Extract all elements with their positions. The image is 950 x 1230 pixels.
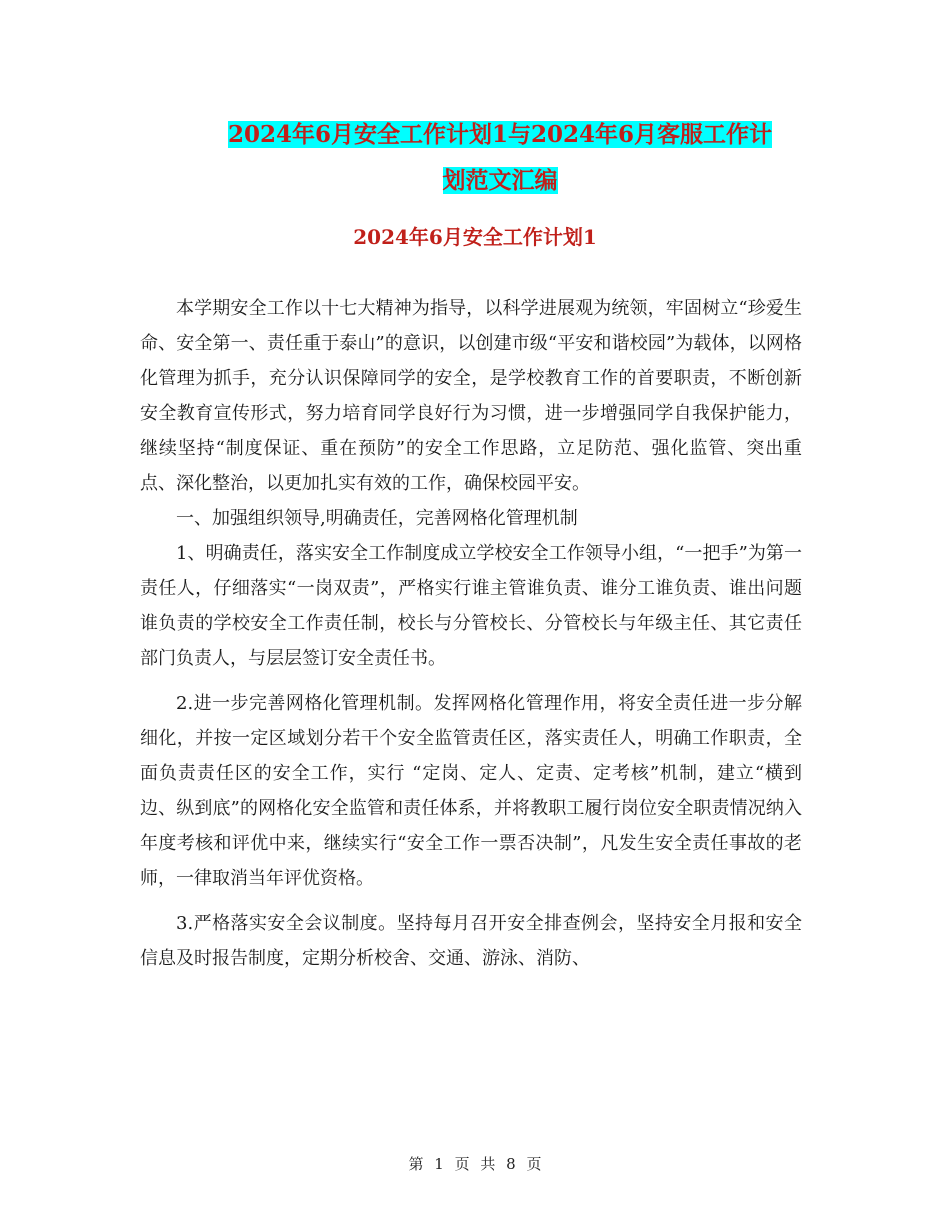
paragraph-item-1: 1、明确责任，落实安全工作制度成立学校安全工作领导小组，“一把手”为第一责任人，仔细落实“一岗双责”，严格实行谁主管谁负责、谁分工谁负责、谁出问题谁负责的学校安全工作责任制，校长与分管校长、分管校长与年级主任、其它责任部门负责人，与层层签订安全责任书。 (140, 543, 802, 669)
section-title: 2024年6月安全工作计划1 (353, 225, 597, 249)
document-title (140, 112, 860, 204)
body-text (140, 291, 802, 976)
paragraph-item-3: 3.严格落实安全会议制度。坚持每月召开安全排查例会，坚持安全月报和安全信息及时报告制度，定期分析校舍、交通、游泳、消防、 (140, 913, 802, 969)
paragraph-heading-1: 一、加强组织领导,明确责任，完善网格化管理机制 (176, 508, 578, 529)
title-line-1: 2024年6月安全工作计划1与2024年6月客服工作计 (227, 121, 773, 148)
paragraph-item-2: 2.进一步完善网格化管理机制。发挥网格化管理作用，将安全责任进一步分解细化，并按一定区域划分若干个安全监管责任区，落实责任人，明确工作职责，全面负责责任区的安全工作，实行 “定岗、定人、定责、定考核”机制，建立“横到边、纵到底”的网格化安全监管和责任体系，并将教职工履行岗位安全职责情况纳入年度考核和评优中来，继续实行“安全工作一票否决制”，凡发生安全责任事故的老师，一律取消当年评优资格。 (140, 693, 802, 889)
page-footer: 第 1 页 共 8 页 (408, 1155, 542, 1173)
title-line-2: 划范文汇编 (442, 167, 558, 194)
paragraph-intro: 本学期安全工作以十七大精神为指导，以科学进展观为统领，牢固树立“珍爱生命、安全第一、责任重于泰山”的意识，以创建市级“平安和谐校园”为载体，以网格化管理为抓手，充分认识保障同学的安全，是学校教育工作的首要职责，不断创新安全教育宣传形式，努力培育同学良好行为习惯，进一步增强同学自我保护能力，继续坚持“制度保证、重在预防”的安全工作思路，立足防范、强化监管、突出重点、深化整治，以更加扎实有效的工作，确保校园平安。 (140, 298, 802, 494)
